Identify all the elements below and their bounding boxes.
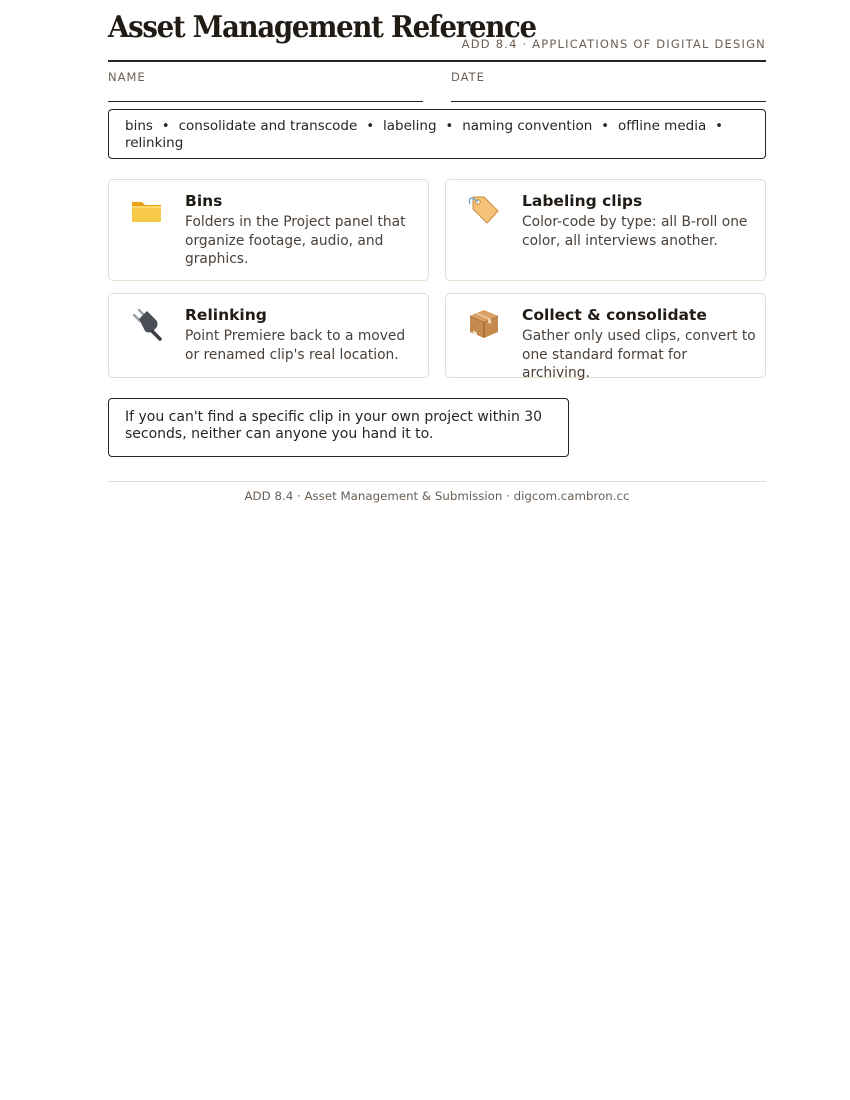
plug-icon <box>130 307 164 341</box>
term-offline-media: offline media <box>617 118 707 134</box>
term-consolidate: consolidate and transcode <box>178 118 358 134</box>
worksheet-page <box>108 0 766 503</box>
term-labeling: labeling <box>382 118 437 134</box>
callout-quote: If you can't find a specific clip in your own project within 30 seconds, neither can anyone you hand it to. <box>108 398 569 457</box>
card-relinking <box>108 293 429 378</box>
bullet-separator: • <box>601 119 609 134</box>
term-naming-convention: naming convention <box>462 118 593 134</box>
card-description: Folders in the Project panel that organize footage, audio, and graphics. <box>185 214 406 267</box>
header <box>108 0 766 62</box>
page-title: Asset Management Reference <box>108 10 536 45</box>
name-field[interactable] <box>108 62 423 102</box>
student-fields <box>108 62 766 102</box>
tag-icon <box>467 193 501 227</box>
card-title: Relinking <box>185 306 267 324</box>
term-bins: bins <box>125 118 153 134</box>
card-description: Point Premiere back to a moved or renamed clip's real location. <box>185 328 406 363</box>
card-labeling-clips <box>445 179 766 281</box>
bullet-separator: • <box>366 119 374 134</box>
name-label: NAME <box>108 70 146 84</box>
card-description: Gather only used clips, convert to one standard format for archiving. <box>522 328 756 381</box>
date-field[interactable] <box>451 62 766 102</box>
card-title: Bins <box>185 192 223 210</box>
bullet-separator: • <box>715 119 723 134</box>
card-title: Collect & consolidate <box>522 306 707 324</box>
footer: ADD 8.4 · Asset Management & Submission · digcom.cambron.cc <box>244 489 630 503</box>
term-relinking: relinking <box>125 135 184 151</box>
bullet-separator: • <box>445 119 454 134</box>
folder-icon <box>130 193 164 227</box>
vocabulary-terms <box>108 109 766 159</box>
footer-divider <box>108 481 766 482</box>
package-icon <box>467 307 501 341</box>
date-label: DATE <box>451 70 485 84</box>
card-title: Labeling clips <box>522 192 643 210</box>
course-label: ADD 8.4 · APPLICATIONS OF DIGITAL DESIGN <box>461 37 766 51</box>
bullet-separator: • <box>161 119 170 134</box>
card-bins <box>108 179 429 281</box>
card-description: Color-code by type: all B-roll one color, all interviews another. <box>522 214 748 249</box>
card-collect-consolidate <box>445 293 766 381</box>
